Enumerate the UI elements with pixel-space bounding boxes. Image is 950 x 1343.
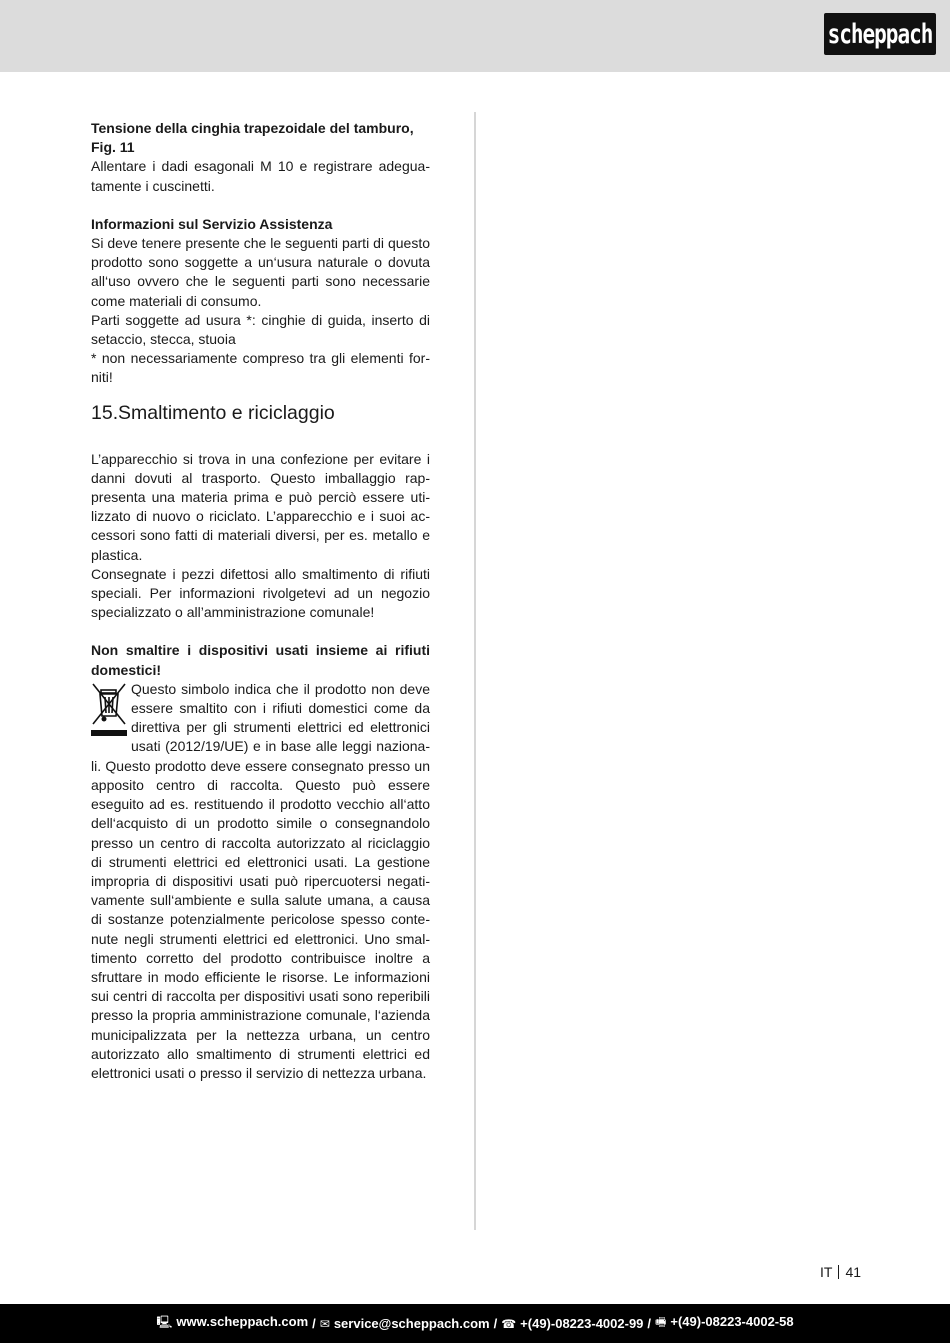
- footer-website[interactable]: 🖳 www.scheppach.com: [156, 1314, 309, 1329]
- disposal-text-1: L’apparecchio si trova in una confezione per evitare i danni dovuti al trasporto. Questo imballaggio rappresenta una materia prima e può perciò essere utilizzato di nuovo o riciclato. L’apparecchio e i suoi accessori sono fatti di materiali diversi, per es. metallo e plastica.: [91, 450, 430, 563]
- section-title: Smaltimento e riciclaggio: [118, 401, 335, 424]
- page-number-value: 41: [845, 1264, 862, 1280]
- page-language: IT: [820, 1264, 833, 1280]
- computer-icon: 🖳: [156, 1315, 173, 1329]
- footer-separator: /: [312, 1316, 316, 1331]
- footer-fax: 🖷 +(49)-08223-4002-58: [655, 1314, 794, 1329]
- telephone-icon: ☎: [501, 1317, 517, 1331]
- page-number-separator: [838, 1265, 839, 1279]
- weee-text: Questo simbolo indica che il prodotto non deve essere smaltito con i rifiuti domestici come da direttiva per gli strumenti elettrici ed elettronici usati (2012/19/UE) e in base alle leggi nazionali. Questo prodotto deve essere consegnato presso un apposito centro di raccolta. Questo può essere eseguito ad es. restituendo il prodotto vecchio all‘atto dell‘acquisto di un prodotto simile o consegnandolo presso un centro di raccolta autorizzato al riciclaggio di strumenti elettrici ed elettronici usati. La gestione impropria di dispositivi usati può ripercuotersi negativamente sull‘ambiente e sulla salute umana, a causa di sostanze potenzialmente pericolose spesso contenute negli strumenti elettrici ed elettronici. Uno smaltimento corretto del prodotto contribuisce inoltre a sfruttare in modo efficiente le risorse. Le informazioni sui centri di raccolta per dispositivi usati sono reperibili presso la propria amministrazione comunale, l‘azienda municipalizzata per la nettezza urbana, un centro autorizzato allo smaltimento di strumenti elettrici ed elettronici usati o presso il servizio di nettezza urbana.: [91, 680, 430, 1081]
- logo-text: scheppach: [827, 19, 933, 49]
- belt-tension-heading: [91, 119, 430, 157]
- service-text-3: * non necessariamente compreso tra gli elementi forniti!: [91, 350, 430, 386]
- header-band: [0, 0, 950, 72]
- footer-phone: ☎ +(49)-08223-4002-99: [501, 1316, 644, 1331]
- scheppach-logo: [824, 13, 936, 55]
- belt-tension-text: Allentare i dadi esagonali M 10 e registrare adeguatamente i cuscinetti.: [91, 158, 430, 194]
- footer-separator: /: [493, 1316, 498, 1331]
- section-number: 15.: [91, 401, 119, 424]
- footer-bar: [0, 1304, 950, 1343]
- disposal-text-2: Consegnate i pezzi difettosi allo smaltimento di rifiuti speciali. Per informazioni rivolgetevi ad un negozio specializzato o all’amministrazione comunale!: [91, 565, 430, 621]
- main-column: [91, 119, 430, 1083]
- weee-bin-icon: [91, 682, 127, 738]
- service-text-2: Parti soggette ad usura *: cinghie di guida, inserto di setaccio, stecca, stuoia: [91, 311, 430, 348]
- belt-heading-line1: Tensione della cinghia trapezoidale del tamburo,: [91, 120, 414, 136]
- belt-heading-line2: Fig. 11: [91, 139, 135, 156]
- footer-email[interactable]: ✉ service@scheppach.com: [319, 1316, 490, 1331]
- column-divider: [474, 112, 476, 1230]
- footer-separator: /: [647, 1316, 652, 1331]
- service-heading: Informazioni sul Servizio Assistenza: [91, 215, 333, 232]
- envelope-icon: ✉: [319, 1317, 330, 1331]
- section-heading: [91, 401, 430, 425]
- fax-icon: 🖷: [655, 1315, 667, 1329]
- weee-heading: Non smaltire i dispositivi usati insieme ai rifiuti domestici!: [91, 642, 430, 678]
- service-text-1: Si deve tenere presente che le seguenti parti di questo prodotto sono soggette a un‘usura naturale o dovuta all‘uso ovvero che le seguenti parti sono necessarie come materiali di consumo.: [91, 235, 430, 309]
- page-number: [820, 1264, 861, 1280]
